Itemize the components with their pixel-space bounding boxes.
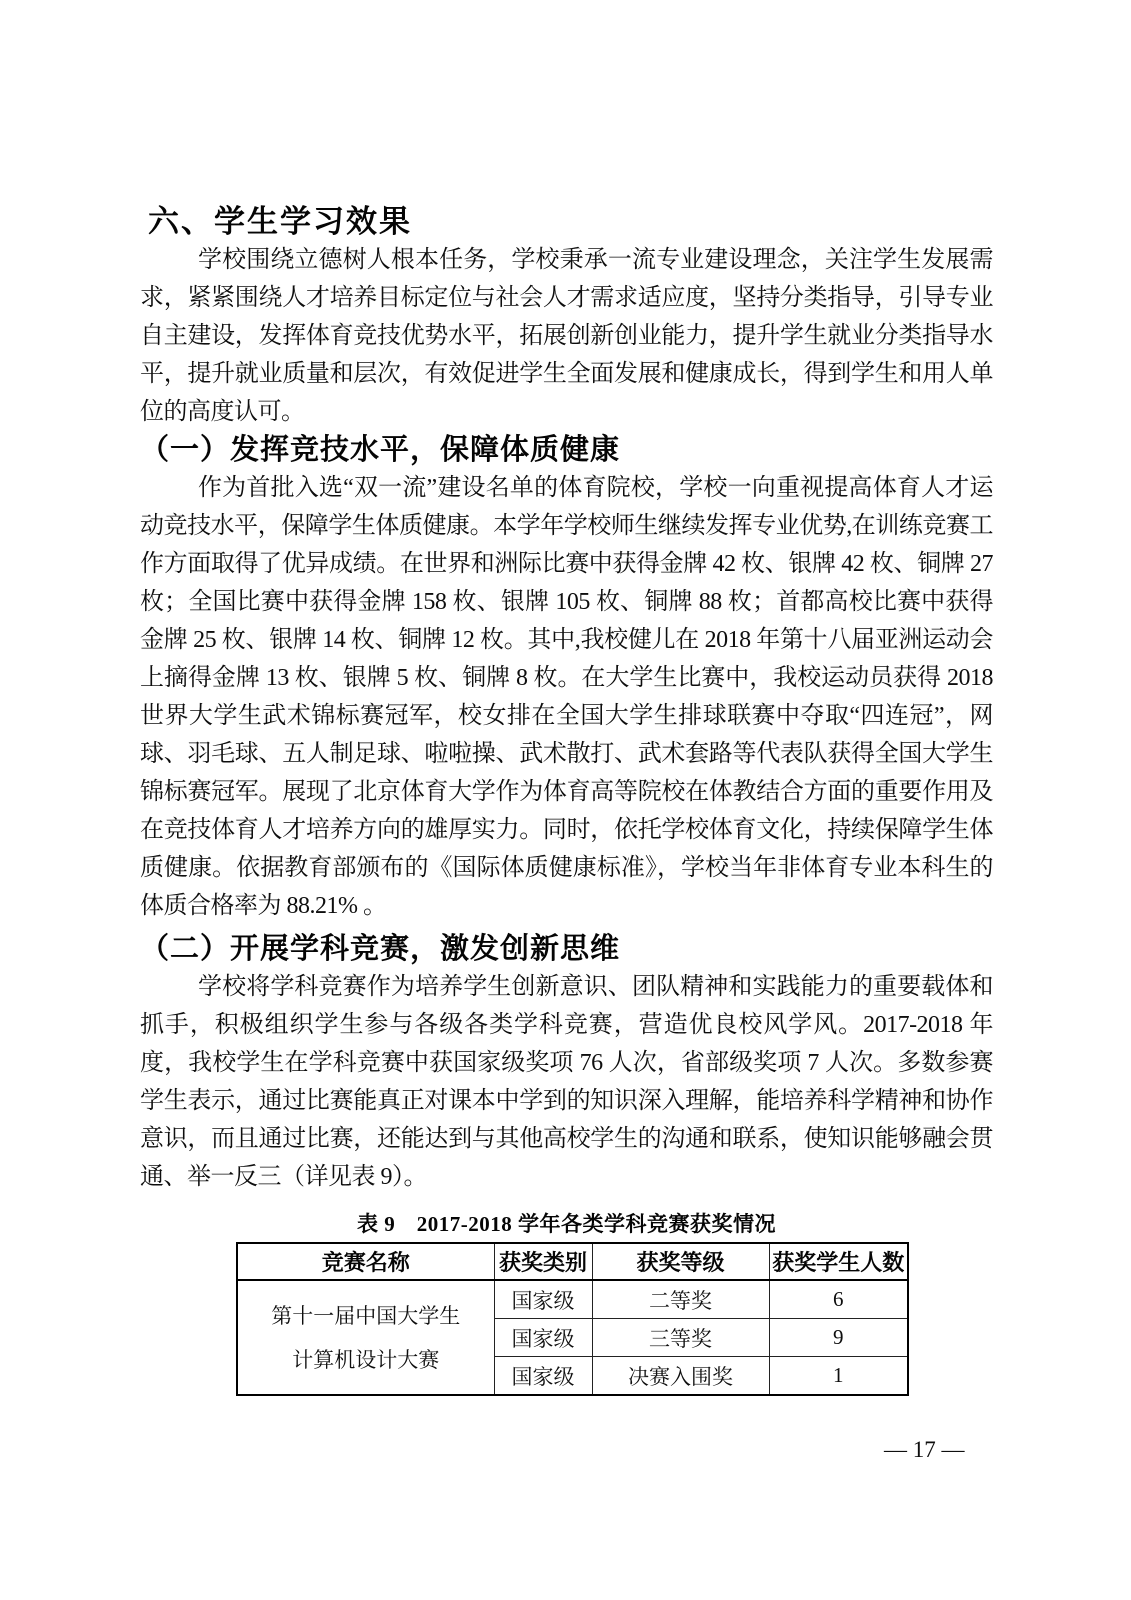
header-cell-competition: 竞赛名称	[237, 1243, 494, 1280]
table-title: 表 9 2017-2018 学年各类学科竞赛获奖情况	[357, 1212, 776, 1236]
section-1-paragraph: 作为首批入选“双一流”建设名单的体育院校，学校一向重视提高体育人才运动竞技水平，保障学生体质健康。本学年学校师生继续发挥专业优势,在训练竞赛工作方面取得了优异成绩。在世界和洲际比赛中获得金牌 42 枚、银牌 42 枚、铜牌 27 枚；全国比赛中获得金牌 158 枚、银牌 105 枚、铜牌 88 枚；首都高校比赛中获得金牌 25 枚、银牌 14 枚、铜牌 12 枚。其中,我校健儿在 2018 年第十八届亚洲运动会上摘得金牌 13 枚、银牌 5 枚、铜牌 8 枚。在大学生比赛中，我校运动员获得 2018 世界大学生武术锦标赛冠军，校女排在全国大学生排球联赛中夺取“四连冠”，网球、羽毛球、五人制足球、啦啦操、武术散打、武术套路等代表队获得全国大学生锦标赛冠军。展现了北京体育大学作为体育高等院校在体教结合方面的重要作用及在竞技体育人才培养方向的雄厚实力。同时，依托学校体育文化，持续保障学生体质健康。依据教育部颁布的《国际体质健康标准》，学校当年非体育专业本科生的体质合格率为 88.21% 。	[140, 475, 993, 919]
table-header-row	[237, 1243, 908, 1280]
competition-name-line-2: 计算机设计大赛	[292, 1347, 440, 1372]
header-cell-students: 获奖学生人数	[769, 1243, 908, 1280]
grade-cell: 二等奖	[592, 1280, 769, 1319]
section-1-heading: （一）发挥竞技水平，保障体质健康	[140, 434, 621, 466]
students-cell: 6	[769, 1280, 908, 1319]
category-cell: 国家级	[494, 1319, 592, 1357]
page-number: — 17 —	[884, 1437, 965, 1462]
competition-name-line-1: 第十一届中国大学生	[271, 1303, 461, 1328]
header-cell-category: 获奖类别	[494, 1243, 592, 1280]
section-2-paragraph: 学校将学科竞赛作为培养学生创新意识、团队精神和实践能力的重要载体和抓手，积极组织学生参与各级各类学科竞赛，营造优良校风学风。2017-2018 年度，我校学生在学科竞赛中获国家级奖项 76 人次，省部级奖项 7 人次。多数参赛学生表示，通过比赛能真正对课本中学到的知识深入理解，能培养科学精神和协作意识，而且通过比赛，还能达到与其他高校学生的沟通和联系，使知识能够融会贯通、举一反三（详见表 9）。	[140, 974, 993, 1190]
awards-table	[236, 1242, 909, 1396]
page-content	[140, 0, 993, 1396]
competition-name-cell	[237, 1280, 494, 1395]
intro-paragraph: 学校围绕立德树人根本任务，学校秉承一流专业建设理念，关注学生发展需求，紧紧围绕人才培养目标定位与社会人才需求适应度，坚持分类指导，引导专业自主建设，发挥体育竞技优势水平，拓展创新创业能力，提升学生就业分类指导水平，提升就业质量和层次，有效促进学生全面发展和健康成长，得到学生和用人单位的高度认可。	[140, 247, 993, 425]
grade-cell: 决赛入围奖	[592, 1357, 769, 1396]
grade-cell: 三等奖	[592, 1319, 769, 1357]
students-cell: 9	[769, 1319, 908, 1357]
section-2-heading: （二）开展学科竞赛，激发创新思维	[140, 933, 621, 965]
header-cell-grade: 获奖等级	[592, 1243, 769, 1280]
main-heading: 六、学生学习效果	[148, 204, 412, 239]
table-row	[237, 1280, 908, 1319]
category-cell: 国家级	[494, 1280, 592, 1319]
category-cell: 国家级	[494, 1357, 592, 1396]
students-cell: 1	[769, 1357, 908, 1396]
